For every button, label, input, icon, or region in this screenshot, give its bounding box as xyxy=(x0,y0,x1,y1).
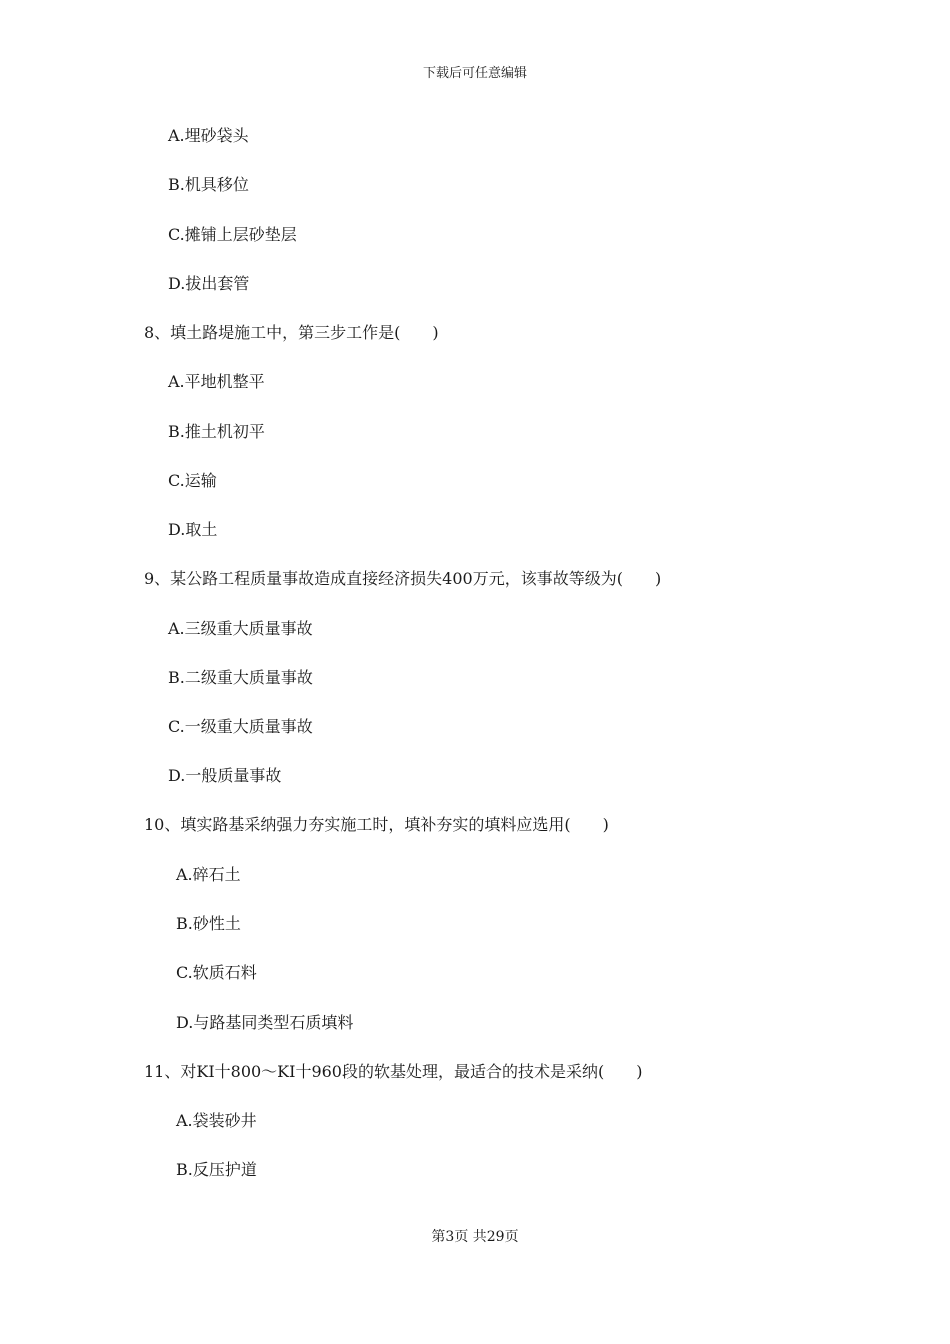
q8-option-c: C.运输 xyxy=(168,471,217,490)
q8-option-b: B.推土机初平 xyxy=(168,422,265,441)
page-footer: 第3页 共29页 xyxy=(431,1229,519,1245)
q11-option-b: B.反压护道 xyxy=(176,1160,257,1179)
q7-option-b: B.机具移位 xyxy=(168,175,249,194)
q9-option-d: D.一般质量事故 xyxy=(168,766,282,785)
q7-option-d: D.拔出套管 xyxy=(168,274,250,293)
q10-option-a: A.碎石土 xyxy=(176,865,241,884)
q10-option-c: C.软质石料 xyxy=(176,963,257,982)
q11-option-a: A.袋装砂井 xyxy=(176,1111,257,1130)
q9-option-a: A.三级重大质量事故 xyxy=(168,619,313,638)
question-8: 8、填土路堤施工中，第三步工作是( ) xyxy=(144,323,439,342)
q9-option-c: C.一级重大质量事故 xyxy=(168,717,313,736)
q10-option-b: B.砂性土 xyxy=(176,914,241,933)
q7-option-a: A.埋砂袋头 xyxy=(168,126,249,145)
question-10: 10、填实路基采纳强力夯实施工时，填补夯实的填料应选用( ) xyxy=(144,815,609,834)
q7-option-c: C.摊铺上层砂垫层 xyxy=(168,225,297,244)
q10-option-d: D.与路基同类型石质填料 xyxy=(176,1013,354,1032)
page-header: 下载后可任意编辑 xyxy=(422,66,527,81)
question-9: 9、某公路工程质量事故造成直接经济损失400万元，该事故等级为( ) xyxy=(144,569,662,588)
q8-option-d: D.取土 xyxy=(168,520,218,539)
q8-option-a: A.平地机整平 xyxy=(168,372,265,391)
question-11: 11、对KI十800～KI十960段的软基处理，最适合的技术是采纳( ) xyxy=(144,1062,643,1081)
q9-option-b: B.二级重大质量事故 xyxy=(168,668,313,687)
